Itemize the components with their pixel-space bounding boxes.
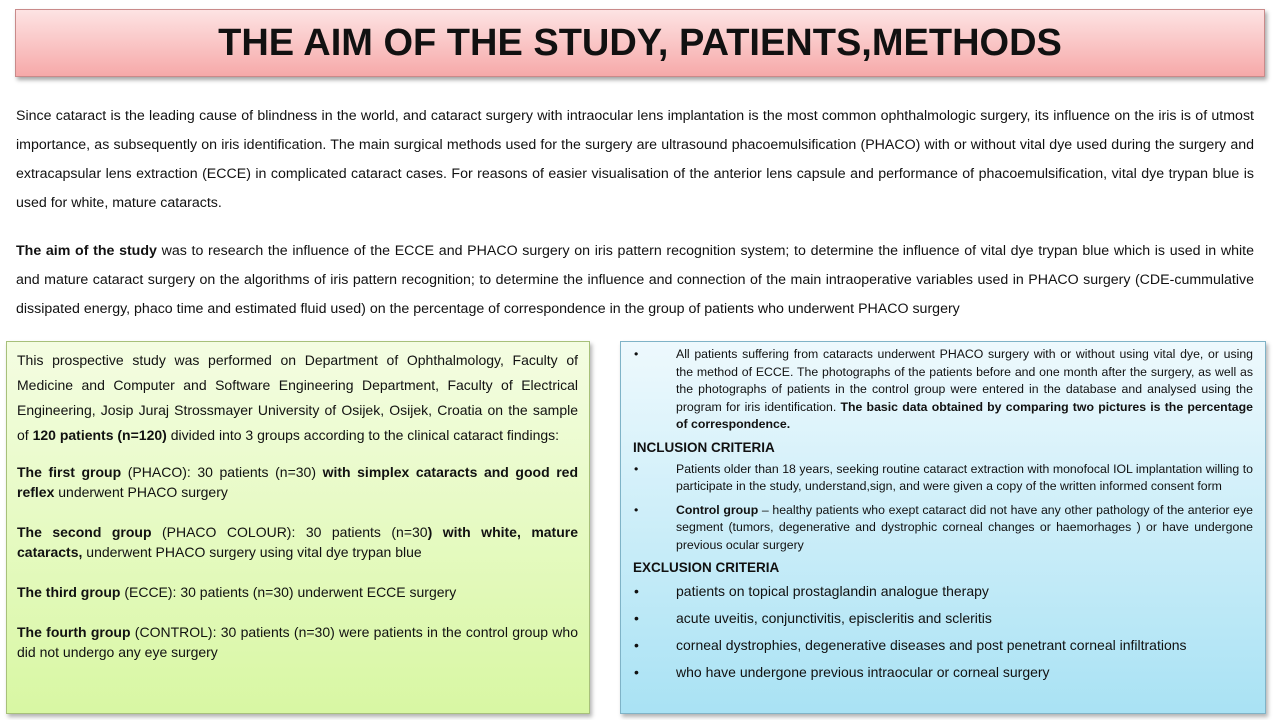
bullet-icon: • <box>634 610 639 626</box>
group-name: The second group <box>17 524 152 540</box>
list-item <box>633 581 1253 601</box>
group-text: (ECCE): 30 patients (n=30) underwent ECCE surgery <box>120 584 457 600</box>
methods-bold-text: The basic data obtained by comparing two pictures is the percentage of correspondence. <box>676 399 1253 431</box>
sample-size: 120 patients (n=120) <box>32 427 167 443</box>
exclusion-text: corneal dystrophies, degenerative diseases and post penetrant corneal infiltrations <box>676 637 1187 653</box>
group-first <box>17 462 578 502</box>
bullet-icon: • <box>634 637 639 653</box>
group-name: The fourth group <box>17 624 131 640</box>
study-description-text: This prospective study was performed on Department of Ophthalmology, Faculty of Medicine and Computer and Software Engineering Department, Faculty of Electrical Engineering, Josip Juraj Strossmayer University of Osijek, Osijek, Croatia on the sample of <box>17 352 578 443</box>
list-item <box>633 608 1253 628</box>
group-text: (CONTROL): 30 patients (n=30) were patients in the control group who did not undergo any eye surgery <box>17 624 578 660</box>
aim-text: was to research the influence of the ECCE and PHACO surgery on iris pattern recognition system; to determine the influence of vital dye trypan blue which is used in white and mature cataract surgery on the algorithms of iris pattern recognition; to determine the influence and connection of the main intraoperative variables used in PHACO surgery (CDE-cummulative dissipated energy, phaco time and estimated fluid used) on the percentage of correspondence in the group of patients who underwent PHACO surgery <box>16 243 1255 317</box>
group-second <box>17 522 578 562</box>
group-bold-text: ) with white, mature cataracts, <box>17 524 578 560</box>
group-fourth <box>17 622 578 662</box>
group-text-tail: underwent PHACO surgery using vital dye trypan blue <box>82 544 422 560</box>
inclusion-heading: INCLUSION CRITERIA <box>633 439 775 455</box>
bullet-icon: • <box>634 664 639 680</box>
bullet-icon: • <box>634 461 639 476</box>
group-third <box>17 582 578 602</box>
exclusion-list <box>633 581 1253 682</box>
study-description <box>17 348 578 448</box>
intro-paragraph: Since cataract is the leading cause of blindness in the world, and cataract surgery with intraocular lens implantation is the most common ophthalmologic surgery, its influence on the iris is of utmost importance, as subsequently on iris identification. The main surgical methods used for the surgery are ultrasound phacoemulsification (PHACO) with or without vital dye used during the surgery and extracapsular lens extraction (ECCE) in complicated cataract cases. For reasons of easier visualisation of the anterior lens capsule and performance of phacoemulsification, vital dye trypan blue is used for white, mature cataracts. <box>16 108 1254 211</box>
inclusion-list <box>633 461 1253 555</box>
list-item <box>633 635 1253 655</box>
methods-text: All patients suffering from cataracts underwent PHACO surgery with or without using vital dye, or using the method of ECCE. The photographs of the patients before and one month after the surgery, as well as the photographs of patients in the control group were entered in the database and analysed using the program for iris identification. <box>676 347 1253 414</box>
group-text: (PHACO): 30 patients (n=30) <box>121 464 323 480</box>
list-item <box>633 346 1253 434</box>
group-text-tail: underwent PHACO surgery <box>54 484 228 500</box>
inclusion-text: – healthy patients who exept cataract did not have any other pathology of the anterior eye segment (tumors, degenerative and dystrophic corneal changes or haemorhages ) or have undergone previous ocular surgery <box>676 502 1253 552</box>
study-description-tail: divided into 3 groups according to the clinical cataract findings: <box>166 427 560 443</box>
list-item <box>633 461 1253 496</box>
exclusion-text: patients on topical prostaglandin analogue therapy <box>676 583 989 599</box>
list-item <box>633 662 1253 682</box>
group-name: The first group <box>17 464 122 480</box>
group-name: The third group <box>17 584 121 600</box>
aim-paragraph <box>16 237 1254 324</box>
patients-panel <box>6 341 590 714</box>
bullet-icon: • <box>634 583 639 599</box>
bullet-icon: • <box>634 502 639 517</box>
inclusion-text: Patients older than 18 years, seeking routine cataract extraction with monofocal IOL implantation willing to participate in the study, understand,sign, and were given a copy of the written informed consent form <box>676 461 1253 493</box>
methods-list <box>633 346 1253 434</box>
exclusion-heading: EXCLUSION CRITERIA <box>633 560 780 575</box>
page-title: THE AIM OF THE STUDY, PATIENTS,METHODS <box>218 21 1062 64</box>
criteria-panel <box>620 341 1266 714</box>
control-group-label: Control group <box>676 502 759 517</box>
exclusion-text: acute uveitis, conjunctivitis, episcleritis and scleritis <box>676 610 992 626</box>
title-banner <box>15 9 1265 77</box>
group-bold-text: with simplex cataracts and good red reflex <box>17 464 578 500</box>
bullet-icon: • <box>634 347 639 361</box>
list-item <box>633 502 1253 555</box>
exclusion-text: who have undergone previous intraocular or corneal surgery <box>676 664 1050 680</box>
aim-lead: The aim of the study <box>16 243 157 259</box>
group-text: (PHACO COLOUR): 30 patients (n=30 <box>151 524 428 540</box>
